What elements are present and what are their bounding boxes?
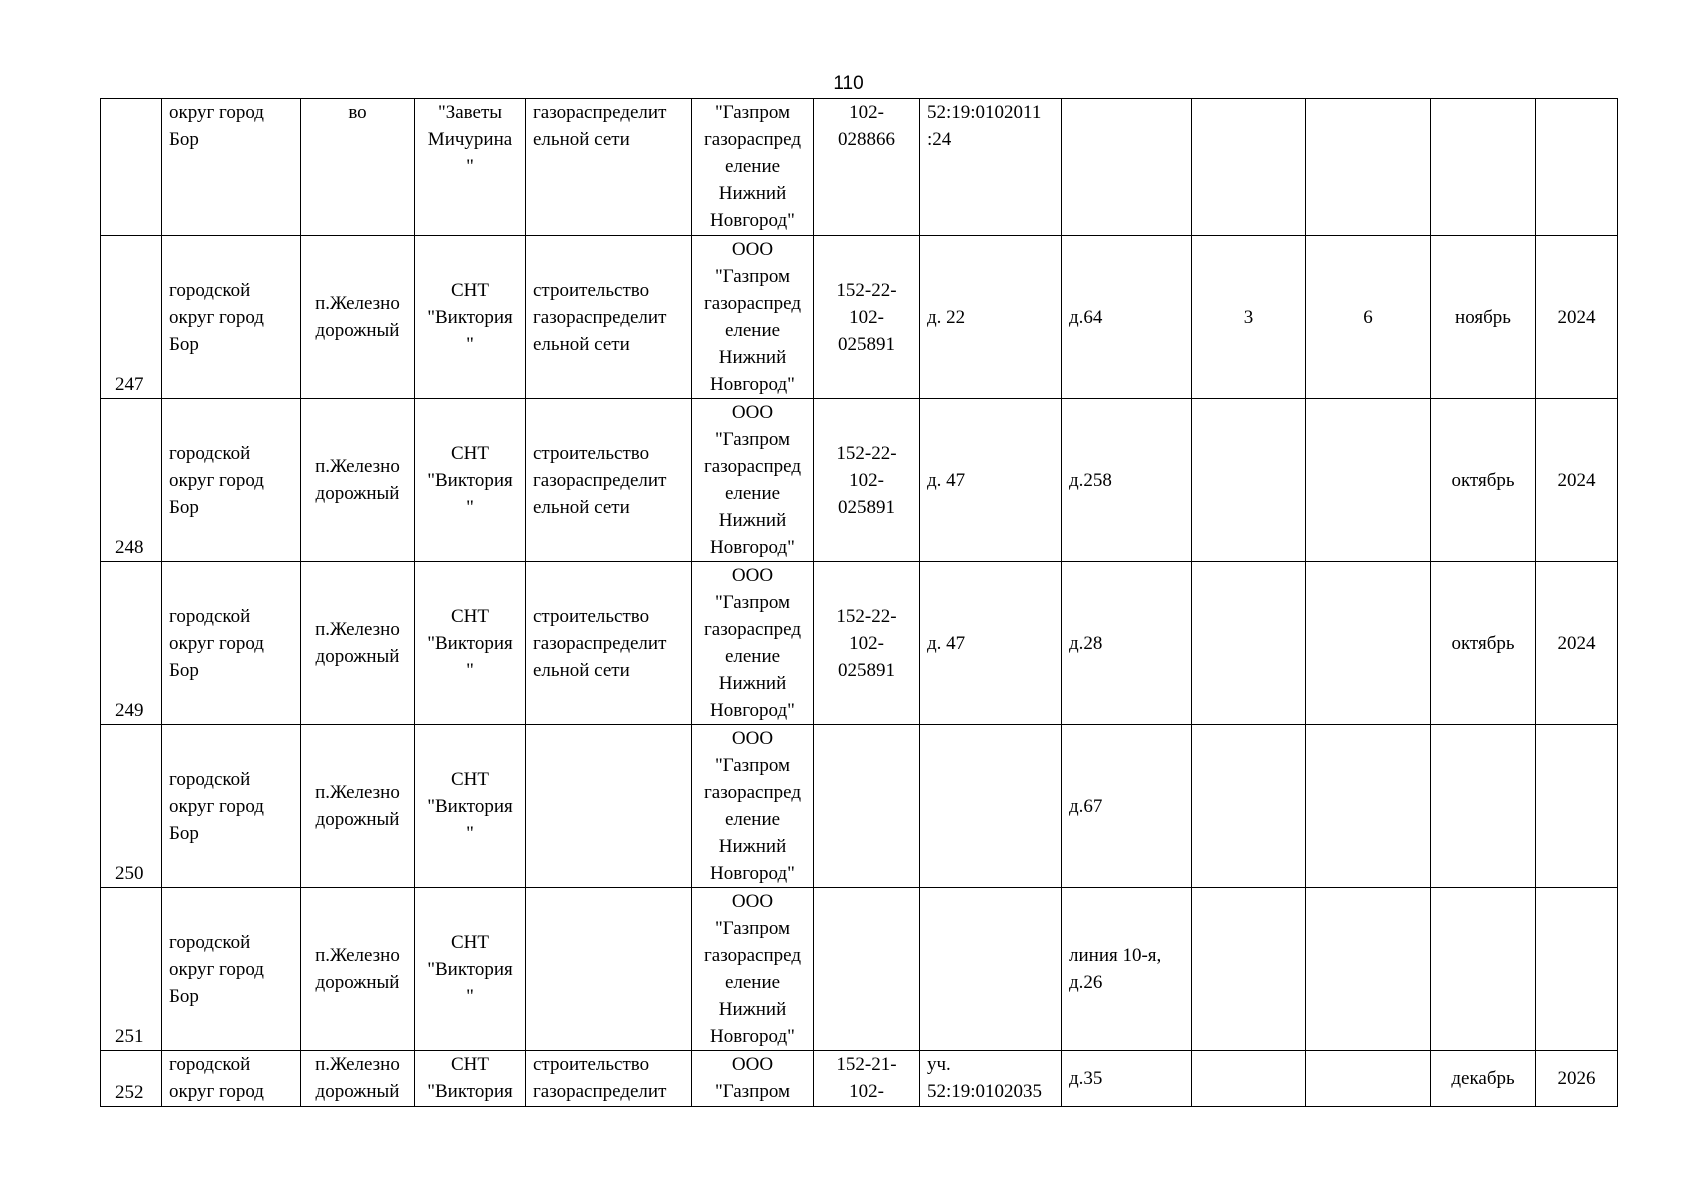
count-cell-1 (1192, 99, 1306, 236)
count-cell-2: 6 (1306, 236, 1431, 399)
work-cell: строительство газораспределит ельной сети (526, 399, 692, 562)
permit-cell: 102- 028866 (814, 99, 920, 236)
organization-cell: ООО "Газпром газораспред еление Нижний Новгород" (692, 236, 814, 399)
organization-cell: "Газпром газораспред еление Нижний Новгород" (692, 99, 814, 236)
year-cell (1536, 725, 1618, 888)
house-cell: д.258 (1062, 399, 1192, 562)
row-number (101, 99, 162, 236)
count-cell-1 (1192, 399, 1306, 562)
count-cell-2 (1306, 562, 1431, 725)
row-number: 252 (101, 1051, 162, 1107)
district-cell: городской округ город Бор (162, 562, 301, 725)
district-cell: городской округ город (162, 1051, 301, 1107)
count-cell-2 (1306, 725, 1431, 888)
year-cell (1536, 99, 1618, 236)
house-cell: д.35 (1062, 1051, 1192, 1107)
count-cell-1 (1192, 888, 1306, 1051)
district-cell: округ город Бор (162, 99, 301, 236)
settlement-cell: п.Железно дорожный (301, 725, 415, 888)
table-row (101, 399, 1618, 562)
table-row (101, 99, 1618, 236)
table-row (101, 725, 1618, 888)
year-cell: 2024 (1536, 236, 1618, 399)
count-cell-1 (1192, 1051, 1306, 1107)
month-cell: октябрь (1431, 399, 1536, 562)
plot-cell: 52:19:0102011 :24 (920, 99, 1062, 236)
settlement-cell: п.Железно дорожный (301, 888, 415, 1051)
plot-cell: д. 47 (920, 399, 1062, 562)
work-cell (526, 725, 692, 888)
count-cell-1: 3 (1192, 236, 1306, 399)
settlement-cell: во (301, 99, 415, 236)
count-cell-2 (1306, 1051, 1431, 1107)
snt-cell: СНТ "Виктория " (415, 725, 526, 888)
snt-cell: СНТ "Виктория (415, 1051, 526, 1107)
month-cell: ноябрь (1431, 236, 1536, 399)
district-cell: городской округ город Бор (162, 236, 301, 399)
work-cell: строительство газораспределит ельной сети (526, 236, 692, 399)
page-number: 110 (833, 73, 864, 94)
district-cell: городской округ город Бор (162, 888, 301, 1051)
table-row (101, 562, 1618, 725)
table-row (101, 888, 1618, 1051)
snt-cell: СНТ "Виктория " (415, 399, 526, 562)
snt-cell: "Заветы Мичурина " (415, 99, 526, 236)
snt-cell: СНТ "Виктория " (415, 236, 526, 399)
snt-cell: СНТ "Виктория " (415, 888, 526, 1051)
count-cell-2 (1306, 99, 1431, 236)
permit-cell: 152-22- 102- 025891 (814, 562, 920, 725)
permit-cell: 152-21- 102- (814, 1051, 920, 1107)
month-cell (1431, 725, 1536, 888)
permit-cell (814, 725, 920, 888)
plot-cell (920, 725, 1062, 888)
permit-cell: 152-22- 102- 025891 (814, 399, 920, 562)
count-cell-2 (1306, 888, 1431, 1051)
year-cell (1536, 888, 1618, 1051)
organization-cell: ООО "Газпром газораспред еление Нижний Новгород" (692, 888, 814, 1051)
settlement-cell: п.Железно дорожный (301, 236, 415, 399)
work-cell (526, 888, 692, 1051)
house-cell (1062, 99, 1192, 236)
house-cell: д.28 (1062, 562, 1192, 725)
month-cell: декабрь (1431, 1051, 1536, 1107)
table-row (101, 236, 1618, 399)
gas-connection-table (100, 98, 1618, 1107)
year-cell: 2026 (1536, 1051, 1618, 1107)
plot-cell: д. 22 (920, 236, 1062, 399)
plot-cell (920, 888, 1062, 1051)
organization-cell: ООО "Газпром газораспред еление Нижний Новгород" (692, 725, 814, 888)
row-number: 248 (101, 399, 162, 562)
plot-cell: д. 47 (920, 562, 1062, 725)
settlement-cell: п.Железно дорожный (301, 399, 415, 562)
permit-cell (814, 888, 920, 1051)
row-number: 247 (101, 236, 162, 399)
organization-cell: ООО "Газпром (692, 1051, 814, 1107)
row-number: 250 (101, 725, 162, 888)
year-cell: 2024 (1536, 562, 1618, 725)
work-cell: строительство газораспределит (526, 1051, 692, 1107)
month-cell (1431, 99, 1536, 236)
work-cell: газораспределит ельной сети (526, 99, 692, 236)
row-number: 249 (101, 562, 162, 725)
district-cell: городской округ город Бор (162, 725, 301, 888)
house-cell: линия 10-я, д.26 (1062, 888, 1192, 1051)
row-number: 251 (101, 888, 162, 1051)
district-cell: городской округ город Бор (162, 399, 301, 562)
count-cell-1 (1192, 562, 1306, 725)
permit-cell: 152-22- 102- 025891 (814, 236, 920, 399)
snt-cell: СНТ "Виктория " (415, 562, 526, 725)
work-cell: строительство газораспределит ельной сети (526, 562, 692, 725)
count-cell-2 (1306, 399, 1431, 562)
month-cell: октябрь (1431, 562, 1536, 725)
settlement-cell: п.Железно дорожный (301, 562, 415, 725)
plot-cell: уч. 52:19:0102035 (920, 1051, 1062, 1107)
year-cell: 2024 (1536, 399, 1618, 562)
house-cell: д.64 (1062, 236, 1192, 399)
organization-cell: ООО "Газпром газораспред еление Нижний Новгород" (692, 399, 814, 562)
settlement-cell: п.Железно дорожный (301, 1051, 415, 1107)
table-row (101, 1051, 1618, 1107)
house-cell: д.67 (1062, 725, 1192, 888)
count-cell-1 (1192, 725, 1306, 888)
organization-cell: ООО "Газпром газораспред еление Нижний Новгород" (692, 562, 814, 725)
month-cell (1431, 888, 1536, 1051)
